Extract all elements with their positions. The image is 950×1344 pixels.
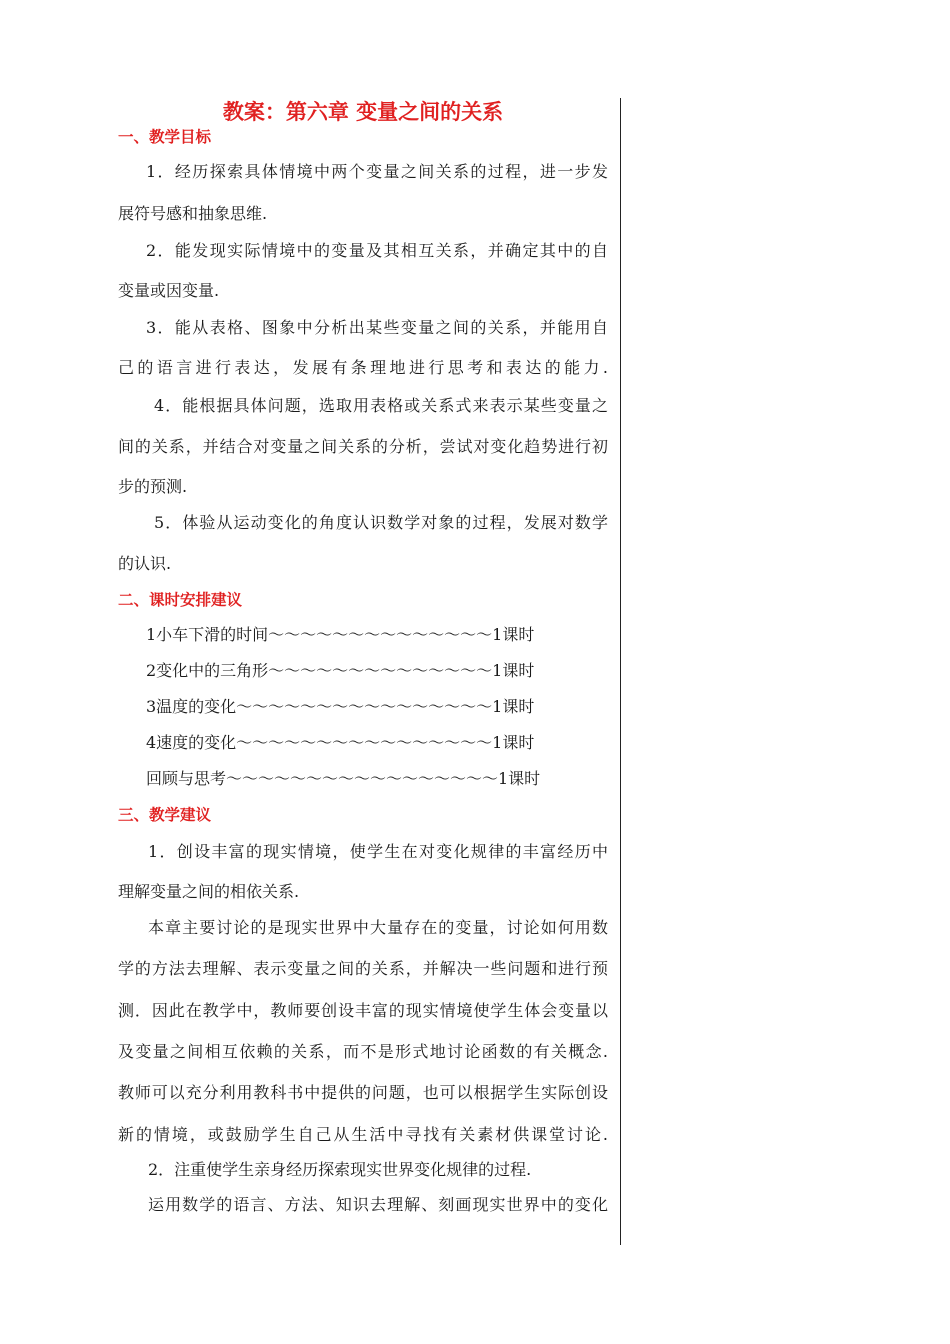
paragraph-line: 运用数学的语言、方法、知识去理解、刻画现实世界中的变化 bbox=[148, 1195, 608, 1214]
page-title: 教案：第六章 变量之间的关系 bbox=[222, 99, 504, 124]
paragraph-line: 及变量之间相互依赖的关系，而不是形式地讨论函数的有关概念. bbox=[118, 1042, 608, 1061]
schedule-item: 3温度的变化～～～～～～～～～～～～～～～～1课时 bbox=[146, 697, 535, 716]
paragraph-line: 理解变量之间的相依关系. bbox=[118, 882, 300, 901]
paragraph-line: 的认识. bbox=[118, 554, 172, 573]
paragraph-line: 新的情境，或鼓励学生自己从生活中寻找有关素材供课堂讨论. bbox=[118, 1125, 608, 1144]
paragraph-line: 5．体验从运动变化的角度认识数学对象的过程，发展对数学 bbox=[154, 513, 608, 532]
paragraph-line: 4．能根据具体问题，选取用表格或关系式来表示某些变量之 bbox=[154, 396, 608, 415]
paragraph-line: 展符号感和抽象思维. bbox=[118, 204, 268, 223]
paragraph-line: 3．能从表格、图象中分析出某些变量之间的关系，并能用自 bbox=[146, 318, 608, 337]
section-heading-objectives: 一、教学目标 bbox=[118, 128, 212, 146]
section-heading-suggestions: 三、教学建议 bbox=[118, 806, 212, 824]
paragraph-line: 测．因此在教学中，教师要创设丰富的现实情境使学生体会变量以 bbox=[118, 1001, 608, 1020]
paragraph-line: 学的方法去理解、表示变量之间的关系，并解决一些问题和进行预 bbox=[118, 959, 608, 978]
paragraph-line: 2．注重使学生亲身经历探索现实世界变化规律的过程. bbox=[148, 1160, 532, 1179]
paragraph-line: 步的预测. bbox=[118, 477, 188, 496]
paragraph-line: 1．创设丰富的现实情境，使学生在对变化规律的丰富经历中 bbox=[148, 842, 608, 861]
paragraph-line: 变量或因变量. bbox=[118, 281, 220, 300]
paragraph-line: 本章主要讨论的是现实世界中大量存在的变量，讨论如何用数 bbox=[148, 918, 608, 937]
schedule-item: 4速度的变化～～～～～～～～～～～～～～～～1课时 bbox=[146, 733, 535, 752]
schedule-item: 回顾与思考～～～～～～～～～～～～～～～～～1课时 bbox=[146, 769, 541, 788]
paragraph-line: 2．能发现实际情境中的变量及其相互关系，并确定其中的自 bbox=[146, 241, 608, 260]
schedule-item: 2变化中的三角形～～～～～～～～～～～～～～1课时 bbox=[146, 661, 535, 680]
paragraph-line: 1．经历探索具体情境中两个变量之间关系的过程，进一步发 bbox=[146, 162, 608, 181]
paragraph-line: 间的关系，并结合对变量之间关系的分析，尝试对变化趋势进行初 bbox=[118, 437, 608, 456]
paragraph-line: 教师可以充分利用教科书中提供的问题，也可以根据学生实际创设 bbox=[118, 1083, 608, 1102]
paragraph-line: 己的语言进行表达，发展有条理地进行思考和表达的能力. bbox=[118, 358, 608, 377]
margin-rule bbox=[620, 98, 621, 1245]
section-heading-schedule: 二、课时安排建议 bbox=[118, 591, 243, 609]
schedule-item: 1小车下滑的时间～～～～～～～～～～～～～～1课时 bbox=[146, 625, 535, 644]
